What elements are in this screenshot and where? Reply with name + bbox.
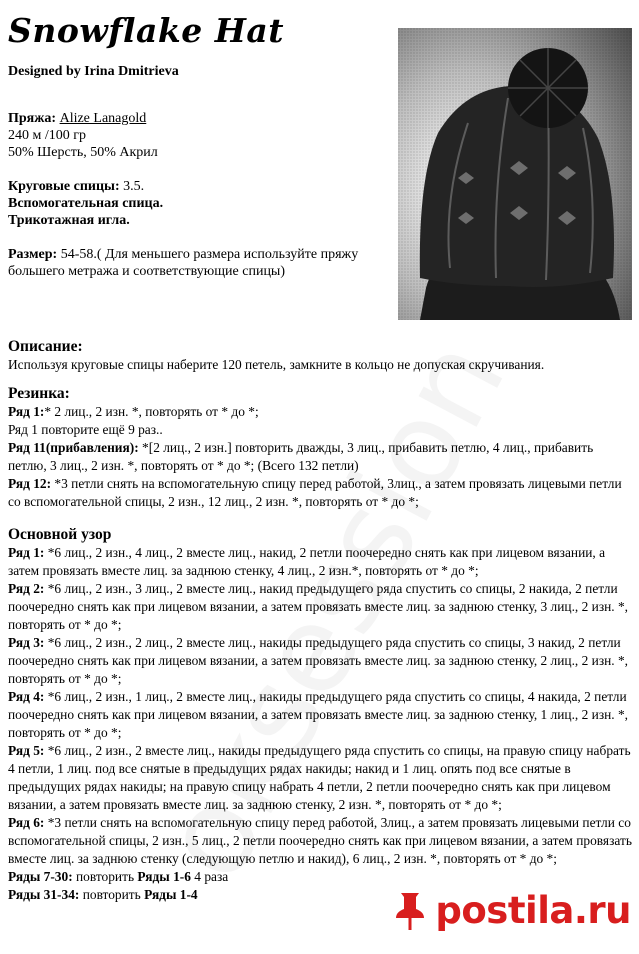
yarn-label: Пряжа: <box>8 111 57 126</box>
logo-text: postila.ru <box>435 889 631 932</box>
pattern-row: Ряд 4: *6 лиц., 2 изн., 1 лиц., 2 вместе лиц., накиды предыдущего ряда спустить со спицы, 4 накида, 2 петли поочередно снять как при лицевом вязании, а затем провязать вместе лиц. за заднюю стенку, 1 лиц., 2 изн. *, повторять от * до *; <box>8 689 629 740</box>
ribbing-row: Ряд 1 повторите ещё 9 раз.. <box>8 422 163 437</box>
description-heading: Описание: <box>8 338 83 355</box>
cable-needle: Вспомогательная спица. <box>8 196 164 211</box>
pattern-row: Ряд 6: *3 петли снять на вспомогательную спицу перед работой, 3лиц., а затем провязать лицевыми петли со вспомогательной спицы, 2 изн., 5 лиц., 2 петли поочередно снять как при лицевом вязании, а затем провязать вместе лиц. за заднюю стенку (следующую петлю и накид), 6 лиц., 2 изн. *, повторять от * до *; <box>8 815 632 866</box>
pattern-content <box>8 337 633 904</box>
pattern-row: Ряд 2: *6 лиц., 2 изн., 3 лиц., 2 вместе лиц., накид предыдущего ряда спустить со спицы, 2 накида, 2 петли поочередно снять как при лицевом вязании, а затем провязать вместе лиц. за заднюю стенку, 3 лиц., 2 изн. *, повторять от * до *; <box>8 581 629 632</box>
pattern-row: Ряд 5: *6 лиц., 2 изн., 2 вместе лиц., накиды предыдущего ряда спустить со спицы, на правую спицу набрать 4 петли, 1 лиц. под все снятые в предыдущих рядах накиды; накид и 1 лиц. опять под все снятые в предыдущих рядах накиды; на правую спицу набрать 4 петли, 2 петли поочередно снять как при лицевом вязании, а затем провязать вместе лиц. за заднюю стенку, 2 изн. *, повторять от * до *; <box>8 743 631 812</box>
ribbing-row: Ряд 12: *3 петли снять на вспомогательную спицу перед работой, 3лиц., а затем провязать лицевыми петли со вспомогательной спицы, 2 изн., 12 лиц., 2 изн. *, повторять от * до *; <box>8 476 622 509</box>
designer-byline: Designed by Irina Dmitrieva <box>8 64 179 79</box>
yarn-composition: 50% Шерсть, 50% Акрил <box>8 145 158 160</box>
needles-line <box>8 178 398 195</box>
ribbing-row: Ряд 11(прибавления): *[2 лиц., 2 изн.] повторить дважды, 3 лиц., прибавить петлю, 4 лиц., прибавить петлю, 3 лиц., 2 изн. *, повторять от * до *; (Всего 132 петли) <box>8 440 594 473</box>
description-text: Используя круговые спицы наберите 120 петель, замкните в кольцо не допуская скручивания. <box>8 357 545 372</box>
needles-value: 3.5. <box>123 179 145 194</box>
page-title: Snowflake Hat <box>8 11 285 50</box>
size-line <box>8 246 398 280</box>
ribbing-heading: Резинка: <box>8 385 70 402</box>
postila-logo[interactable] <box>393 889 631 932</box>
hat-photo <box>398 28 632 320</box>
pin-icon <box>393 891 427 931</box>
yarn-link[interactable]: Alize Lanagold <box>59 111 147 126</box>
ribbing-row: Ряд 1:* 2 лиц., 2 изн. *, повторять от * до *; <box>8 404 259 419</box>
pattern-row: Ряды 7-30: повторить Ряды 1-6 4 раза <box>8 869 229 884</box>
needles-label: Круговые спицы: <box>8 179 120 194</box>
pattern-row: Ряды 31-34: повторить Ряды 1-4 <box>8 887 198 902</box>
size-text: 54-58.( Для меньшего размера используйте пряжу большего метража и соответствующие спицы) <box>8 247 359 279</box>
main-pattern-heading: Основной узор <box>8 526 112 543</box>
pattern-row: Ряд 3: *6 лиц., 2 изн., 2 лиц., 2 вместе лиц., накиды предыдущего ряда спустить со спицы, 3 накид, 2 петли поочередно снять как при лицевом вязании, а затем провязать вместе лиц. за заднюю стенку, 2 лиц., 2 изн. *, повторять от * до *; <box>8 635 629 686</box>
yarn-weight: 240 м /100 гр <box>8 128 86 143</box>
pattern-row: Ряд 1: *6 лиц., 2 изн., 4 лиц., 2 вместе лиц., накид, 2 петли поочередно снять как при лицевом вязании, а затем провязать вместе лиц. за заднюю стенку, 4 лиц., 2 изн.*, повторять от * до *; <box>8 545 606 578</box>
yarn-line <box>8 110 398 127</box>
tapestry-needle: Трикотажная игла. <box>8 213 130 228</box>
size-label: Размер: <box>8 247 58 262</box>
materials-block <box>8 110 398 280</box>
